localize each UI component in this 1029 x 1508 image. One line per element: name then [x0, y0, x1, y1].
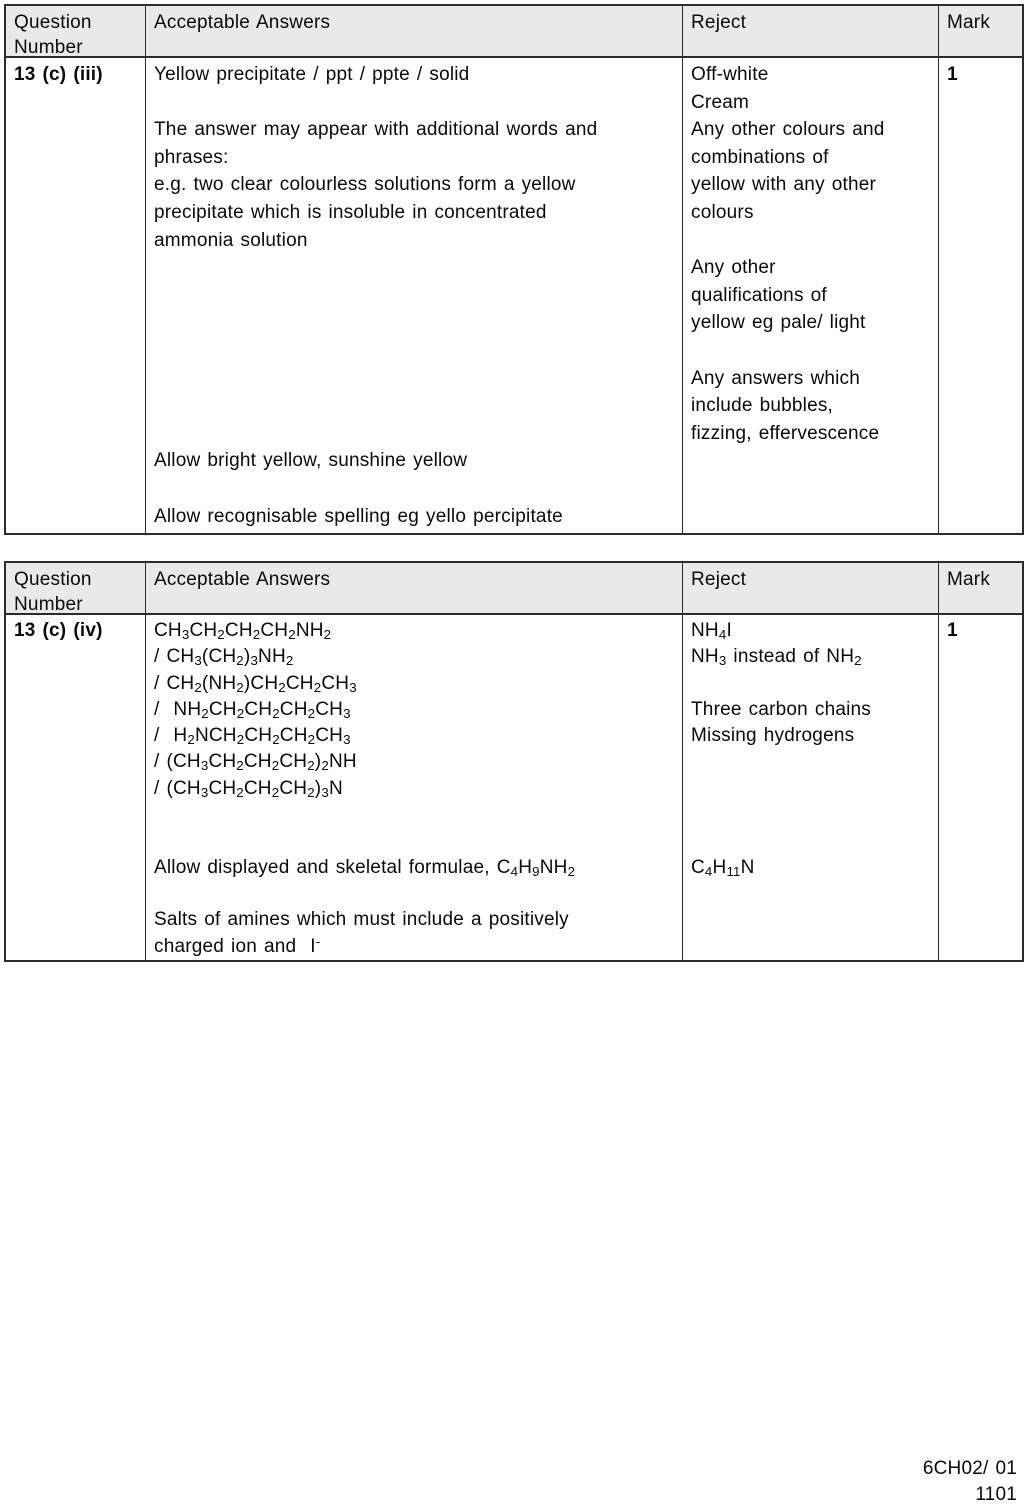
reject-cell [683, 615, 939, 960]
text-line: Allow recognisable spelling eg yello percipitate [154, 505, 563, 527]
text-line: Any other [691, 257, 776, 279]
column-header-acceptable-answers: Acceptable Answers [146, 563, 683, 613]
text-line [154, 828, 673, 854]
table-header-row [6, 6, 1022, 58]
text-line: Yellow precipitate / ppt / ppte / solid [154, 64, 470, 85]
text-line: Allow displayed and skeletal formulae, $C_4H_9NH_2$ [154, 856, 576, 879]
reject-cell [683, 58, 939, 533]
text-line [154, 89, 673, 117]
text-line: phrases: [154, 146, 229, 168]
column-header-mark: Mark [947, 569, 991, 590]
text-line: / $(CH_3CH_2CH_2CH_2)_3N$ [154, 777, 343, 800]
text-line [154, 337, 673, 365]
text-line: precipitate which is insoluble in concentrated [154, 201, 547, 223]
table-header-row [6, 563, 1022, 615]
column-header-reject: Reject [683, 563, 939, 613]
text-line [154, 254, 673, 282]
text-line: ammonia solution [154, 229, 308, 251]
text-line: / $CH_3(CH_2)_3NH_2$ [154, 646, 294, 669]
text-line: qualifications of [691, 284, 827, 306]
text-line: Off-white [691, 64, 769, 85]
text-line [691, 337, 929, 365]
text-line [154, 475, 673, 503]
text-line [154, 802, 673, 828]
text-line [691, 671, 929, 697]
text-line: Allow bright yellow, sunshine yellow [154, 450, 468, 472]
acceptable-answers-cell [146, 615, 683, 960]
text-line: yellow eg pale/ light [691, 312, 866, 334]
text-line: The answer may appear with additional words and [154, 119, 598, 141]
text-line [154, 881, 673, 907]
text-line [691, 749, 929, 775]
text-line [154, 365, 673, 393]
acceptable-answers-cell [146, 58, 683, 533]
table-body-row [6, 58, 1022, 533]
text-line: / $NH_2CH_2CH_2CH_2CH_3$ [154, 698, 351, 721]
question-number-cell: 13 (c) (iii) [6, 58, 146, 533]
text-line: include bubbles, [691, 395, 834, 417]
text-line: / $H_2NCH_2CH_2CH_2CH_3$ [154, 725, 351, 748]
text-line: Cream [691, 91, 750, 113]
text-line: $NH_3$ instead of $NH_2$ [691, 646, 862, 669]
text-line: Any answers which [691, 367, 861, 389]
text-line: colours [691, 201, 754, 223]
text-line: / $CH_2(NH_2)CH_2CH_2CH_3$ [154, 672, 357, 695]
page-footer [923, 1456, 1017, 1508]
text-line [691, 227, 929, 255]
text-line: combinations of [691, 146, 829, 168]
table-body-row [6, 615, 1022, 960]
text-line: Salts of amines which must include a positively [154, 909, 569, 931]
text-line [154, 309, 673, 337]
text-line: $NH_4I$ [691, 620, 732, 642]
mark-scheme-table-13civ [4, 561, 1024, 962]
text-line [691, 776, 929, 802]
text-line [691, 802, 929, 828]
text-line [154, 420, 673, 448]
text-line [154, 282, 673, 310]
text-line: e.g. two clear colourless solutions form a yellow [154, 174, 576, 196]
text-line [691, 828, 929, 854]
column-header-reject: Reject [683, 6, 939, 56]
question-number-cell: 13 (c) (iv) [6, 615, 146, 960]
text-line: charged ion and I- [154, 933, 321, 957]
column-header-question-number: Question Number [6, 563, 146, 613]
text-line: $C_4H_{11}N$ [691, 856, 755, 879]
text-line: yellow with any other [691, 174, 877, 196]
text-line: Missing hydrogens [691, 725, 855, 747]
text-line: / $(CH_3CH_2CH_2CH_2)_2NH$ [154, 751, 357, 774]
text-line: Any other colours and [691, 119, 885, 141]
session-code: 1101 [975, 1484, 1017, 1505]
column-header-acceptable-answers: Acceptable Answers [146, 6, 683, 56]
text-line: $CH_3CH_2CH_2CH_2NH_2$ [154, 620, 332, 642]
mark-cell: 1 [947, 64, 958, 85]
text-line [154, 392, 673, 420]
text-line: fizzing, effervescence [691, 422, 880, 444]
mark-cell: 1 [947, 620, 958, 641]
paper-code: 6CH02/ 01 [922, 1458, 1017, 1479]
column-header-mark: Mark [947, 12, 991, 33]
mark-scheme-table-13ciii [4, 4, 1024, 535]
column-header-question-number: Question Number [6, 6, 146, 56]
text-line: Three carbon chains [691, 698, 872, 720]
